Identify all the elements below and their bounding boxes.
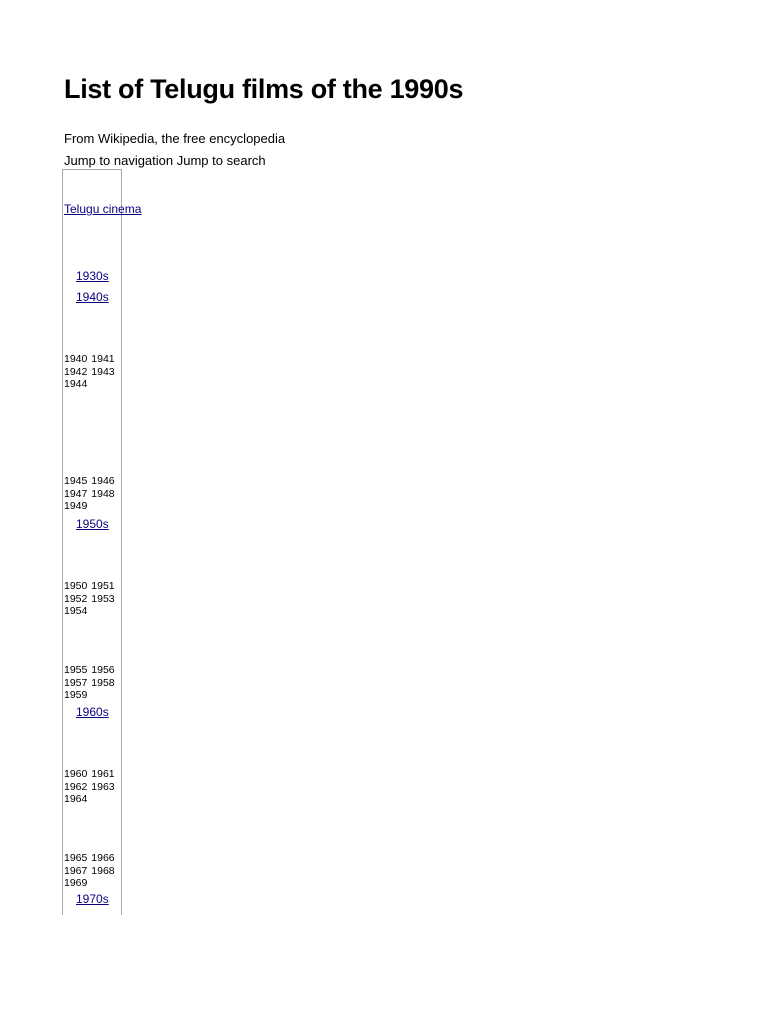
year-list-1960-1964: 1960 1961 1962 1963 1964	[64, 768, 115, 805]
jump-links	[64, 153, 266, 168]
year-list-1955-1959: 1955 1956 1957 1958 1959	[64, 664, 115, 701]
year-list-1965-1969: 1965 1966 1967 1968 1969	[64, 852, 115, 889]
decade-link-1960s[interactable]: 1960s	[76, 705, 109, 719]
decade-link-1970s[interactable]: 1970s	[76, 892, 109, 906]
year-list-1945-1949: 1945 1946 1947 1948 1949	[64, 475, 115, 512]
navbox-sidebar	[62, 169, 142, 915]
year-list-1950-1954: 1950 1951 1952 1953 1954	[64, 580, 115, 617]
decade-link-1950s[interactable]: 1950s	[76, 517, 109, 531]
jump-to-navigation-link[interactable]: Jump to navigation	[64, 153, 174, 168]
page-title: List of Telugu films of the 1990s	[64, 74, 464, 104]
tagline: From Wikipedia, the free encyclopedia	[64, 131, 286, 146]
decade-link-1930s[interactable]: 1930s	[76, 269, 109, 283]
decade-link-1940s[interactable]: 1940s	[76, 290, 109, 304]
year-list-1940-1944: 1940 1941 1942 1943 1944	[64, 353, 115, 390]
navbox-title-link[interactable]: Telugu cinema	[64, 202, 142, 216]
jump-to-search-link[interactable]: Jump to search	[176, 153, 266, 168]
